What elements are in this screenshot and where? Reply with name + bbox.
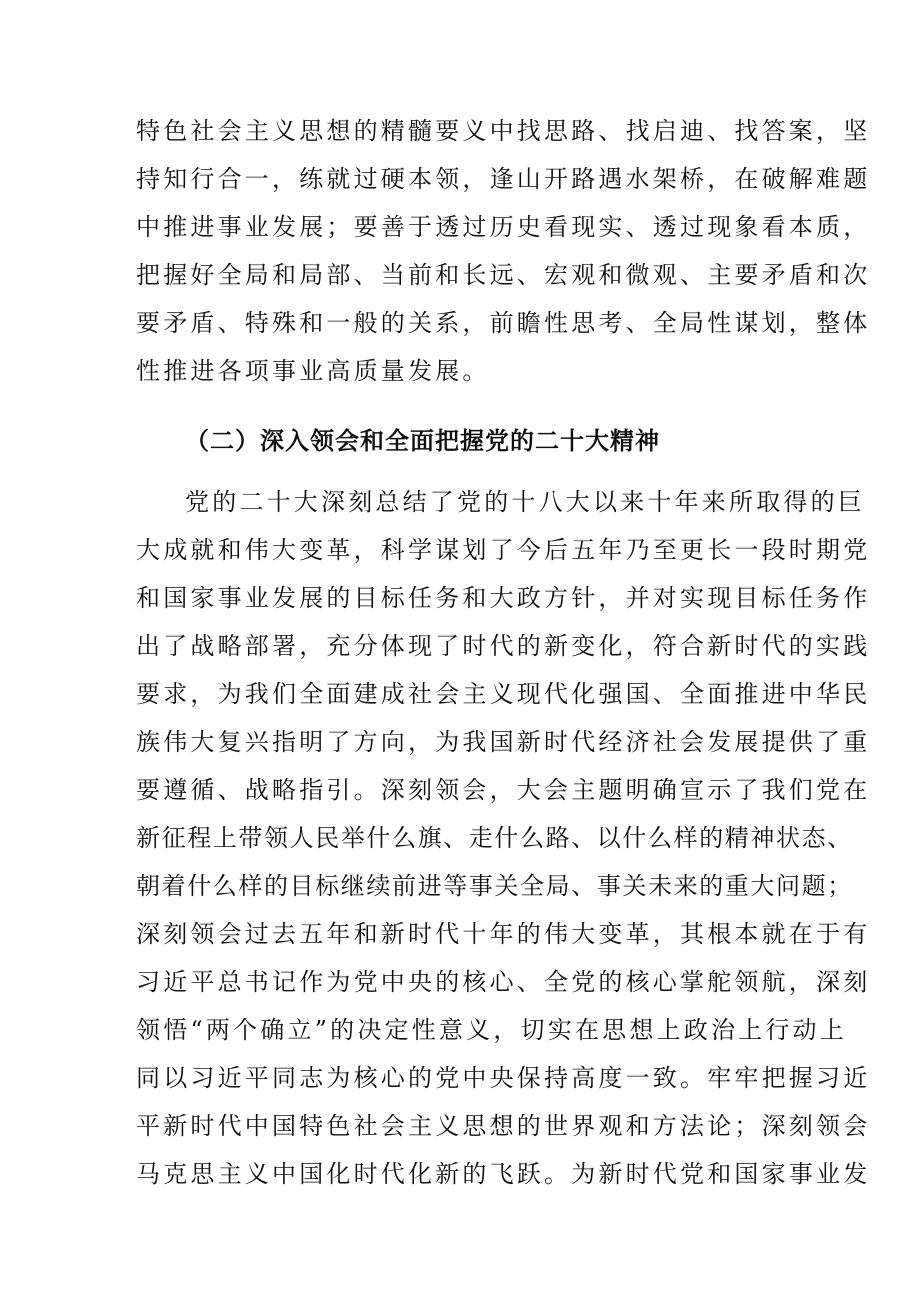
paragraph-line: 新征程上带领人民举什么旗、走什么路、以什么样的精神状态、: [136, 824, 853, 852]
paragraph-line: 特色社会主义思想的精髓要义中找思路、找启迪、找答案，坚: [136, 117, 871, 145]
paragraph-line: 持知行合一，练就过硬本领，逢山开路遇水架桥，在破解难题: [136, 165, 871, 193]
paragraph-line: 平新时代中国特色社会主义思想的世界观和方法论；深刻领会: [136, 1112, 871, 1140]
paragraph-line: 和国家事业发展的目标任务和大政方针，并对实现目标任务作: [136, 584, 871, 612]
section-heading: （二）深入领会和全面把握党的二十大精神: [185, 427, 660, 455]
paragraph-line: 要遵循、战略指引。深刻领会，大会主题明确宣示了我们党在: [136, 776, 871, 804]
paragraph-line: 马克思主义中国化时代化新的飞跃。为新时代党和国家事业发: [136, 1160, 871, 1188]
paragraph-line: 领悟“两个确立”的决定性意义，切实在思想上政治上行动上: [136, 1016, 847, 1044]
paragraph-line: 要矛盾、特殊和一般的关系，前瞻性思考、全局性谋划，整体: [136, 309, 871, 337]
paragraph-line: 中推进事业发展；要善于透过历史看现实、透过现象看本质，: [136, 213, 871, 241]
paragraph-line: 同以习近平同志为核心的党中央保持高度一致。牢牢把握习近: [136, 1064, 871, 1092]
paragraph-line: 出了战略部署，充分体现了时代的新变化，符合新时代的实践: [136, 632, 871, 660]
paragraph-line: 把握好全局和局部、当前和长远、宏观和微观、主要矛盾和次: [136, 261, 871, 289]
paragraph-line: 大成就和伟大变革，科学谋划了今后五年乃至更长一段时期党: [136, 536, 871, 564]
paragraph-line: 性推进各项事业高质量发展。: [136, 357, 490, 385]
paragraph-line: 要求，为我们全面建成社会主义现代化强国、全面推进中华民: [136, 680, 871, 708]
paragraph-line: 朝着什么样的目标继续前进等事关全局、事关未来的重大问题；: [136, 872, 853, 900]
paragraph-line: 习近平总书记作为党中央的核心、全党的核心掌舵领航，深刻: [136, 968, 871, 996]
paragraph-line: 党的二十大深刻总结了党的十八大以来十年来所取得的巨: [185, 488, 865, 516]
paragraph-line: 深刻领会过去五年和新时代十年的伟大变革，其根本就在于有: [136, 920, 871, 948]
paragraph-line: 族伟大复兴指明了方向，为我国新时代经济社会发展提供了重: [136, 728, 871, 756]
